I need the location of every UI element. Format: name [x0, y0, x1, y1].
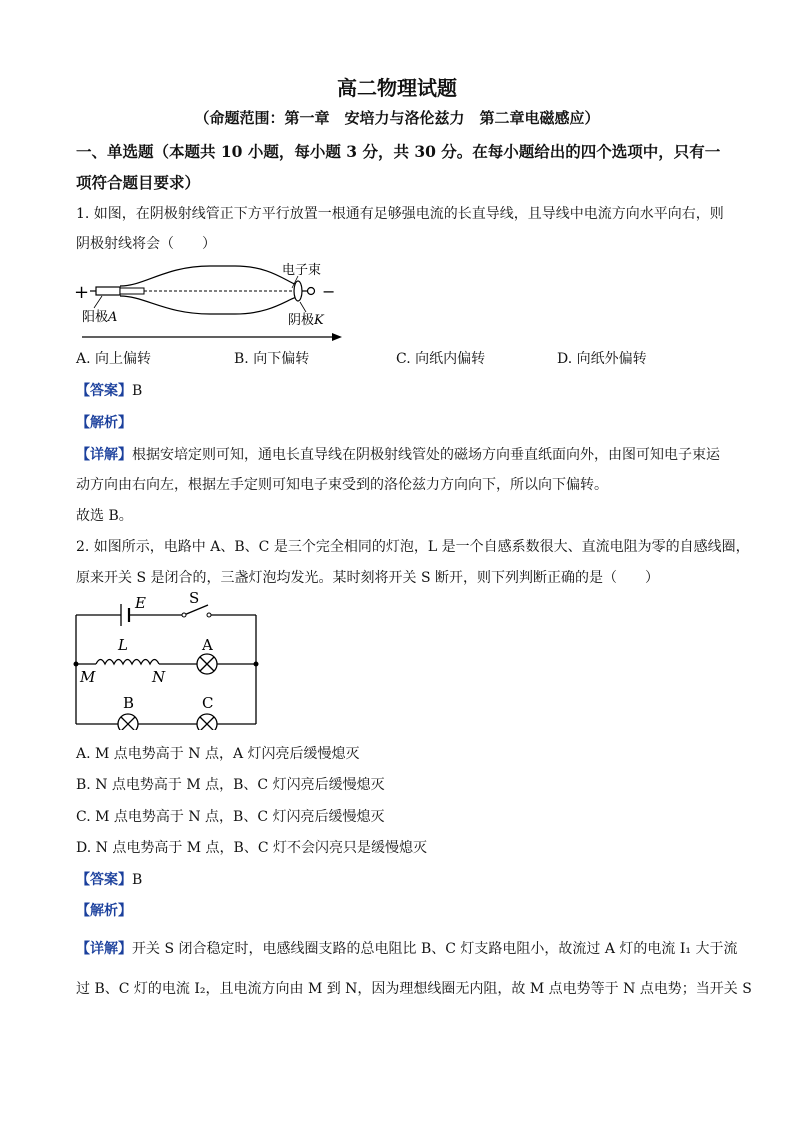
minus-terminal: −: [322, 282, 336, 301]
q1-stem-line1: 1. 如图，在阴极射线管正下方平行放置一根通有足够强电流的长直导线，且导线中电流方向水平向右，则: [76, 206, 724, 222]
beam-label: 电子束: [282, 263, 322, 278]
q1-option-a: A. 向上偏转: [76, 351, 152, 367]
circuit-figure: [66, 590, 266, 730]
q2-option-c: C. M 点电势高于 N 点，B、C 灯闪亮后缓慢熄灭: [76, 809, 385, 825]
anode-label: 阳极A: [82, 310, 118, 325]
q1-option-b: B. 向下偏转: [234, 351, 310, 367]
tube-envelope-bottom: [120, 296, 302, 314]
label-c: C: [202, 694, 214, 712]
q2-detail-line2: 过 B、C 灯的电流 I₂，且电流方向由 M 到 N，因为理想线圈无内阻，故 M 点电势等于 N 点电势；当开关 S: [76, 981, 752, 997]
anode-tube: [120, 288, 144, 294]
q2-option-b: B. N 点电势高于 M 点，B、C 灯闪亮后缓慢熄灭: [76, 777, 385, 793]
q2-stem-line2: 原来开关 S 是闭合的，三盏灯泡均发光。某时刻将开关 S 断开，则下列判断正确的是（ ）: [76, 570, 659, 586]
junction-left: [74, 662, 79, 667]
q1-option-d: D. 向纸外偏转: [557, 351, 647, 367]
q1-detail-line1: 【详解】根据安培定则可知，通电长直导线在阴极射线管处的磁场方向垂直纸面向外，由图可知电子束运: [76, 447, 720, 463]
inductor-coil: [96, 660, 159, 665]
label-e: E: [135, 594, 146, 612]
q1-option-c: C. 向纸内偏转: [396, 351, 486, 367]
label-s: S: [189, 590, 200, 607]
lamp-b: [118, 714, 138, 730]
plus-terminal: +: [74, 282, 90, 303]
q2-detail-line1: 【详解】开关 S 闭合稳定时，电感线圈支路的总电阻比 B、C 灯支路电阻小，故流过 A 灯的电流 I₁ 大于流: [76, 941, 738, 957]
cathode-label: 阴极K: [288, 313, 324, 328]
page-title: 高二物理试题: [337, 76, 457, 100]
q1-analysis-tag: 【解析】: [76, 415, 132, 431]
section-heading-line1: 一、单选题（本题共 10 小题，每小题 3 分，共 30 分。在每小题给出的四个选项中，只有一: [76, 142, 721, 161]
q2-option-a: A. M 点电势高于 N 点，A 灯闪亮后缓慢熄灭: [76, 746, 360, 762]
section-heading-line2: 项符合题目要求）: [76, 173, 201, 192]
tube-envelope-top: [120, 266, 302, 286]
label-l: L: [118, 636, 128, 654]
q1-detail-line2: 动方向由右向左，根据左手定则可知电子束受到的洛伦兹力方向向下，所以向下偏转。: [76, 477, 608, 493]
q2-answer: 【答案】B: [76, 872, 143, 888]
label-n: N: [152, 668, 166, 686]
label-b: B: [123, 694, 135, 712]
q1-answer: 【答案】B: [76, 383, 143, 399]
page-subtitle: （命题范围：第一章 安培力与洛伦兹力 第二章电磁感应）: [194, 109, 600, 127]
label-a: A: [202, 636, 213, 654]
junction-right: [254, 662, 259, 667]
label-m: M: [80, 668, 96, 686]
cathode-plate: [294, 281, 302, 301]
lamp-c: [197, 714, 217, 730]
cathode-terminal: [308, 288, 315, 295]
q1-conclusion: 故选 B。: [76, 508, 133, 524]
current-direction-arrow: [332, 333, 342, 341]
q2-stem-line1: 2. 如图所示，电路中 A、B、C 是三个完全相同的灯泡，L 是一个自感系数很大、直流电阻为零的自感线圈，: [76, 539, 750, 555]
cathode-ray-tube-figure: [70, 258, 350, 344]
anode-electrode: [96, 287, 120, 295]
q2-option-d: D. N 点电势高于 M 点，B、C 灯不会闪亮只是缓慢熄灭: [76, 840, 428, 856]
q1-stem-line2: 阴极射线将会（ ）: [76, 236, 216, 252]
q2-analysis-tag: 【解析】: [76, 903, 132, 919]
